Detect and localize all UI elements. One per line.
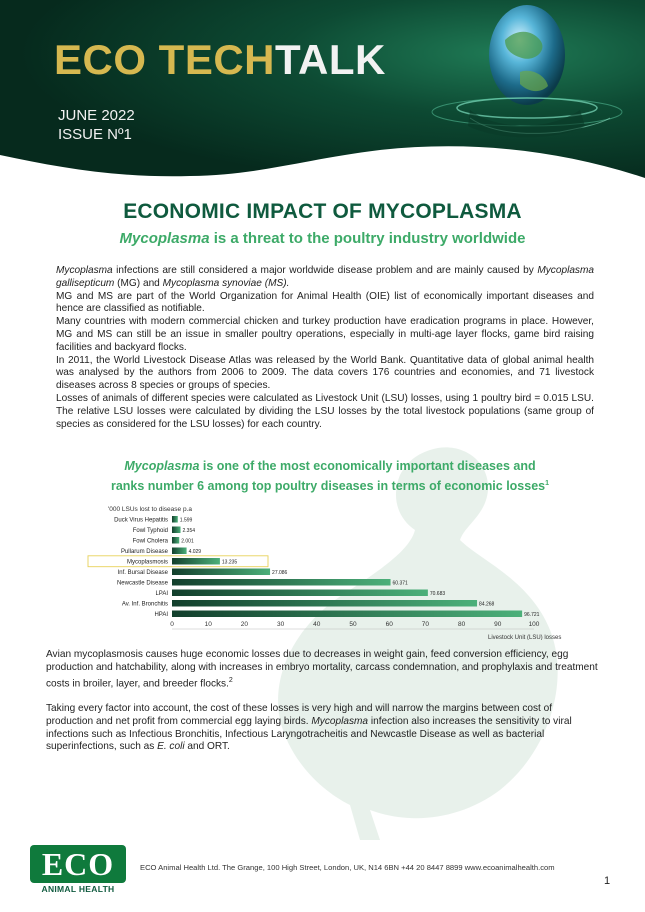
cost-em-mycoplasma: Mycoplasma (311, 715, 369, 727)
chart-heading-footnote: 1 (545, 480, 550, 487)
brand-eco-tech: ECO TECH (54, 36, 276, 83)
x-tick-100: 100 (528, 621, 540, 628)
paragraph-cost (46, 703, 598, 754)
paragraph-1 (56, 265, 594, 291)
bar-duck-virus-hepatitis (172, 516, 178, 523)
bar-lpai (172, 590, 428, 597)
p1-text-b: (MG) and (114, 277, 163, 289)
header-banner (0, 0, 645, 200)
article-subtitle (0, 230, 645, 247)
category-label-newcastle-disease: Newcastle Disease (116, 580, 168, 587)
bar-av-inf-bronchitis (172, 600, 477, 607)
category-label-fowl-typhoid: Fowl Typhoid (132, 528, 168, 534)
cost-text-c: and ORT. (184, 741, 230, 753)
p1-em-ms: Mycoplasma synoviae (MS). (162, 277, 290, 289)
x-tick-90: 90 (494, 621, 502, 628)
bar-fowl-typhoid (172, 527, 181, 534)
paragraph-5: Losses of animals of different species were calculated as Livestock Unit (LSU) losses, using 1 poultry bird = 0.015 LSU. The relative LSU losses were calculated by dividing the LSU losses by the total livestock populations (same group of species as considered for the LSU losses) for each country. (56, 392, 594, 430)
newsletter-brand (54, 36, 386, 84)
cost-text-b: infection also increases the sensitivity to viral infections such as Infectious Bronchitis, Infectious Laryngotracheitis and Newcastle Disease as well as bacterial superinfections, such as (46, 715, 572, 753)
p1-text-a: infections are still considered a major worldwide disease problem and are mainly caused by (112, 265, 538, 276)
p1-em-mycoplasma: Mycoplasma (56, 265, 113, 276)
category-label-fowl-cholera: Fowl Cholera (132, 538, 168, 545)
brand-talk: TALK (275, 36, 386, 83)
category-label-duck-virus-hepatitis: Duck Virus Hepatitis (114, 517, 168, 524)
footer-address: ECO Animal Health Ltd. The Grange, 100 High Street, London, UK, N14 6BN +44 20 8447 8899 www.ecoanimalhealth.com (140, 863, 555, 872)
chart-ylabel: '000 LSUs lost to disease p.a (108, 506, 192, 513)
chart-heading-line-2-text: ranks number 6 among top poultry diseases in terms of economic losses (110, 479, 546, 494)
logo-eco-mark: ECO (30, 845, 126, 883)
x-tick-40: 40 (313, 621, 321, 628)
category-label-hpai: HPAI (154, 612, 168, 618)
x-tick-60: 60 (385, 621, 393, 628)
bar-fowl-cholera (172, 537, 179, 544)
value-label-duck-virus-hepatitis: 1.599 (179, 517, 193, 524)
bar-pullarum-disease (172, 548, 187, 555)
category-label-av-inf-bronchitis: Av. Inf. Bronchitis (121, 601, 168, 608)
losses-text (46, 649, 598, 691)
issue-number: ISSUE Nº1 (58, 126, 132, 143)
value-label-inf-bursal-disease: 27.086 (272, 570, 288, 576)
x-tick-50: 50 (349, 621, 357, 628)
logo-subtitle: ANIMAL HEALTH (41, 884, 115, 894)
value-label-lpai: 70.683 (429, 591, 446, 597)
x-tick-10: 10 (204, 621, 212, 628)
subtitle-emphasis: Mycoplasma (119, 230, 210, 247)
category-label-pullarum-disease: Pullarum Disease (120, 549, 168, 555)
cost-em-ecoli: E. coli (157, 741, 185, 753)
p1-em-mg: Mycoplasma gallisepticum (56, 265, 594, 289)
intro-body (56, 265, 594, 431)
bar-mycoplasmosis (172, 558, 220, 565)
x-tick-80: 80 (457, 621, 466, 628)
value-label-fowl-cholera: 2.001 (181, 538, 194, 545)
x-tick-20: 20 (240, 621, 249, 628)
subtitle-rest: is a threat to the poultry industry worldwide (209, 230, 526, 247)
losses-footnote: 2 (228, 676, 233, 684)
paragraph-2: MG and MS are part of the World Organization for Animal Health (OIE) list of economically important diseases and hence are classified as notifiable. (56, 290, 594, 315)
paragraph-3: Many countries with modern commercial chicken and turkey production have eradication programs in place. However, MG and MS can still be an issue in smaller poultry operations, especially in multi-age layer flocks, game bird raising facilities and backyard flocks. (56, 316, 594, 353)
category-label-mycoplasmosis: Mycoplasmosis (126, 559, 168, 566)
value-label-mycoplasmosis: 13.235 (221, 559, 238, 566)
bar-inf-bursal-disease (172, 569, 270, 576)
value-label-fowl-typhoid: 2.354 (182, 528, 196, 534)
cost-text (46, 703, 598, 754)
paragraph-4: In 2011, the World Livestock Disease Atlas was released by the World Bank. Quantitative data of global animal health was analysed by the authors from 2006 to 2009. The data covers 176 countries and economies, and 71 livestock diseases across 8 species or groups of species. (56, 354, 594, 392)
chart-heading (70, 458, 590, 495)
losses-text-body: Avian mycoplasmosis causes huge economic losses due to decreases in weight gain, feed conversion efficiency, egg production and hatchability, along with increases in embryo mortality, carcass condemnation, and prophylaxis and treatment costs in broiler, layer, and breeder flocks. (46, 649, 598, 689)
x-tick-0: 0 (170, 621, 174, 628)
bar-hpai (172, 611, 522, 618)
chart-xlabel: Livestock Unit (LSU) losses (488, 635, 562, 640)
chart-heading-rest: is one of the most economically important diseases and (199, 459, 536, 473)
eco-animal-health-logo (30, 845, 126, 897)
chart-heading-em: Mycoplasma (124, 459, 200, 473)
chart-heading-line-1 (70, 458, 590, 475)
chart-heading-line-2 (70, 475, 590, 495)
x-tick-30: 30 (276, 621, 285, 628)
x-tick-70: 70 (421, 621, 430, 628)
bar-newcastle-disease (172, 579, 391, 586)
category-label-lpai: LPAI (155, 591, 168, 597)
issue-date: JUNE 2022 (58, 107, 135, 124)
value-label-hpai: 96.721 (524, 612, 540, 618)
paragraph-losses (46, 649, 598, 691)
article-title: ECONOMIC IMPACT OF MYCOPLASMA (123, 200, 522, 223)
value-label-newcastle-disease: 60.371 (392, 580, 408, 587)
category-label-inf-bursal-disease: Inf. Bursal Disease (117, 570, 168, 576)
header-background (0, 0, 645, 200)
page-number: 1 (604, 875, 611, 887)
value-label-pullarum-disease: 4.029 (188, 549, 202, 555)
value-label-av-inf-bronchitis: 84.268 (479, 601, 495, 608)
losses-bar-chart (78, 500, 578, 640)
cost-text-a: Taking every factor into account, the cost of these losses is very high and will narrow the margins between cost of production and net profit from commercial egg laying birds. (46, 703, 553, 727)
